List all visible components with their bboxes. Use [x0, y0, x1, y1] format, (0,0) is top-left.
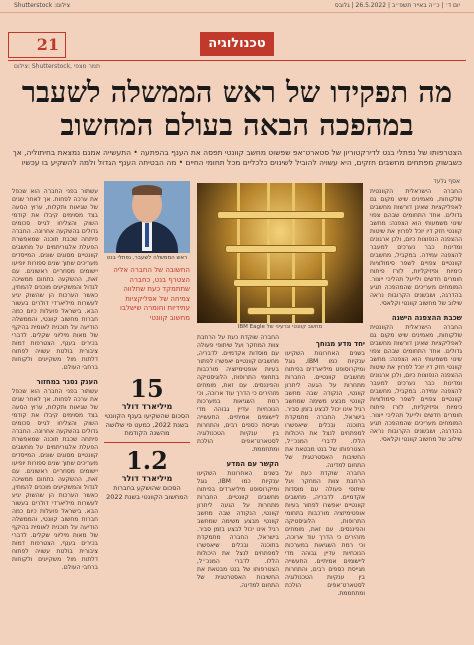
stat-2-unit: מיליארד דולר: [121, 474, 173, 483]
stat-box-2: [104, 448, 190, 501]
stat-divider: [104, 442, 190, 443]
subhead: הצטרפותו של נפתלי בנט לדירקטוריון של סטארט־אפ שפשוט מחשב קוונטי תפסה את הענף בהפתעה • התעשייה אמנם נמצאת בחיתוליה, אך כשבשוק מפתחים מחשבים חזקים, היא עשויה להוביל לשינוים כלכליים מכל תחומי החיים • מה הבטיחה הענף הגדול ולמה להשקיע בו עכשיו: [12, 148, 462, 167]
article-column-3: [285, 334, 365, 638]
column-2-subhead: הקשר עם המדע: [226, 460, 279, 468]
portrait-caption: ראש הממשלה לשעבר, נפתלי בנט: [106, 255, 188, 261]
photo-credit: צילום: Shutterstock, תמר מצפי: [14, 63, 100, 70]
article-column-2: [197, 334, 279, 638]
column-1-text: עשתור בפני החברה הוא שכפל את ערכה לפחות. אך לאחר שנים של שגיאות ותקלות, ערוץ הסעה בצד מסוימים קיבלו את קודמי השוק והצליחו לגייס סכומים גדולים בהשקעה אחרונה. החברה פיתחה שכבת תוכנה שמאפשרת הפעלת אלגוריתמים על מחשבים קוונטיים מסוגים שונים. המייסדים מעריכים שתוך שנים ספורות יופיעו יישומים מסחריים ראשונים. עם זאת, ההשקעה בתחום ממשיכה לגדול והמשקיעים מוכנים להמתין, כאשר הערכות הן שהשוק יגיע לעשרות מיליארדי דולרים בעשור הבא. בישראל פועלות כיום כמה חברות מחשוב קוונטי, והממשלה הודיעה על תוכנית לאומית בהיקף של מאות מיליוני שקלים. לדברי בכירים בענף, הצטרפות דמות ציבורית בולטת עשויה לפתוח דלתות מול משקיעים ולקוחות ברחבי העולם.: [12, 188, 98, 371]
header-rule: [8, 60, 466, 61]
column-2-text: החברה שוקדת כעת על הרחבת צוות המחקר ועל שיתופי פעולה עם מוסדות אקדמיים. לדבריה, מחשבים קוונטיים יאפשרו לפתור בעיות אופטימיזציה מורכבות בתחומי התרופות, הלוגיסטיקה והפיננסים. עם זאת, מומחים מזהירים כי הדרך עוד ארוכה, וכי רמת השגיאות במערכות הנוכחיות עדיין גבוהה מדי ליישומים אמיתיים. התעשייה מגייסת כספים רבים, והתחרות בין ענקיות הטכנולוגיה לסטארט־אפים הולכת ומתחממת.: [197, 334, 279, 453]
section-tag: טכנולוגיה: [200, 32, 274, 56]
running-header-right: יום ד׳ | כ״ה באייר תשפ״ב | 26.5.2022 | גלובס: [334, 2, 460, 9]
author-byline: אסף גלעד: [433, 178, 460, 185]
stat-box-1: [104, 376, 190, 438]
bennett-portrait: [104, 181, 190, 253]
section-header: [0, 30, 474, 60]
article-column-4: [370, 188, 462, 638]
running-header: [0, 0, 474, 13]
headline: מה תפקידו של ראש הממשלה לשעבר במהפכה הבאה בעולם המחשוב: [21, 75, 453, 142]
column-3-subhead: יחד מדע מגוחך: [315, 340, 365, 348]
stat-1-desc: הסכום שהשקיעו בענף הקוונטי בשנת 2022, כמעט פי שלושה מהשנה הקודמת: [104, 412, 190, 437]
column-1-text-cont: עשתור בפני החברה הוא שכפל את ערכה לפחות. אך לאחר שנים של שגיאות ותקלות, ערוץ הסעה בצד מסוימים קיבלו את קודמי השוק והצליחו לגייס סכומים גדולים בהשקעה אחרונה. החברה פיתחה שכבת תוכנה שמאפשרת הפעלת אלגוריתמים על מחשבים קוונטיים מסוגים שונים. המייסדים מעריכים שתוך שנים ספורות יופיעו יישומים מסחריים ראשונים. עם זאת, ההשקעה בתחום ממשיכה לגדול והמשקיעים מוכנים להמתין, כאשר הערכות הן שהשוק יגיע לעשרות מיליארדי דולרים בעשור הבא. בישראל פועלות כיום כמה חברות מחשוב קוונטי, והממשלה הודיעה על תוכנית לאומית בהיקף של מאות מיליוני שקלים. לדברי בכירים בענף, הצטרפות דמות ציבורית בולטת עשויה לפתוח דלתות מול משקיעים ולקוחות ברחבי העולם.: [12, 388, 98, 571]
article-column-1: [12, 188, 98, 638]
stat-1-number: 15: [130, 374, 164, 403]
pull-quote: החשובה של החברה אליה הצטרף בנט, כחברה שתתמקד כעת שתלווה צמיחה של אפליקציות עתידיות וחומרה שישלבו מחשוב קוונטי: [113, 266, 190, 322]
column-3-text: בשנים האחרונות השקיעו ענקיות כמו IBM, גוגל ומיקרוסופט מיליארדים בפיתוח מחשבים קוונטיים. החברות מתחרות על הגעה ליתרון קוונטי, הנקודה שבה מחשב קוונטי מבצע משימה שמחשב רגיל אינו יכול לבצע בזמן סביר. בישראל, החברה מתמקדת בתוכנה ובכלים שיאפשרו למפתחים לנצל את היכולות הללו. לדברי המנכ״ל, הצטרפותו של בנט מבטאת את החשיבות האסטרטגית של התחום למדינה.: [285, 350, 365, 469]
column-1-subhead: הענק נסגר במחזור: [36, 378, 98, 386]
main-photo-caption: מחשב קוונטי וגרעיני של IBM Eagle: [237, 324, 323, 330]
running-header-left: צילום: Shutterstock: [14, 2, 71, 9]
column-4-subhead: שכבת ההצפנה הישנה: [391, 314, 462, 322]
column-4-text-cont: החברה הישראלית הקוונטית שלקוחות, מאמינים שיש מקום גם לאפליקציות שאינן דורשות מחשבים גדולים. אחד התחומים שבהם צפוי שינוי משמעותי הוא הצפנה: מחשב קוונטי חזק דיו יוכל לפרוץ את שיטות ההצפנה הנפוצות כיום, ולכן ארגונים ומדינות כבר נערכים למעבר להצפנה עמידה. במקביל, מחשבים קוונטיים צפויים לשפר סימולציות כימיות ופיזיקליות, לזרז פיתוח חומרים חדשים ולייעל תהליכי ייצור. המומחים מעריכים שהמהפכה תגיע בהדרגה, ושבשנים הקרובות נראה שילוב של מחשוב קוונטי וקלאסי.: [370, 324, 462, 443]
column-2-text-cont: בשנים האחרונות השקיעו ענקיות כמו IBM, גוגל ומיקרוסופט מיליארדים בפיתוח מחשבים קוונטיים. החברות מתחרות על הגעה ליתרון קוונטי, הנקודה שבה מחשב קוונטי מבצע משימה שמחשב רגיל אינו יכול לבצע בזמן סביר. בישראל, החברה מתמקדת בתוכנה ובכלים שיאפשרו למפתחים לנצל את היכולות הללו. לדברי המנכ״ל, הצטרפותו של בנט מבטאת את החשיבות האסטרטגית של התחום למדינה.: [197, 470, 279, 589]
stat-2-number: 1.2: [126, 446, 168, 475]
page-number: 21: [8, 32, 66, 58]
stat-1-unit: מיליארד דולר: [121, 402, 173, 411]
stat-2-desc: הסכום שהושקע בחברות המחשוב הקוונטי בשנת 2022: [106, 484, 188, 501]
column-3-text-cont: החברה שוקדת כעת על הרחבת צוות המחקר ועל שיתופי פעולה עם מוסדות אקדמיים. לדבריה, מחשבים קוונטיים יאפשרו לפתור בעיות אופטימיזציה מורכבות בתחומי התרופות, הלוגיסטיקה והפיננסים. עם זאת, מומחים מזהירים כי הדרך עוד ארוכה, וכי רמת השגיאות במערכות הנוכחיות עדיין גבוהה מדי ליישומים אמיתיים. התעשייה מגייסת כספים רבים, והתחרות בין ענקיות הטכנולוגיה לסטארט־אפים הולכת ומתחממת.: [285, 470, 365, 597]
column-4-text: החברה הישראלית הקוונטית שלקוחות, מאמינים שיש מקום גם לאפליקציות שאינן דורשות מחשבים גדולים. אחד התחומים שבהם צפוי שינוי משמעותי הוא הצפנה: מחשב קוונטי חזק דיו יוכל לפרוץ את שיטות ההצפנה הנפוצות כיום, ולכן ארגונים ומדינות כבר נערכים למעבר להצפנה עמידה. במקביל, מחשבים קוונטיים צפויים לשפר סימולציות כימיות ופיזיקליות, לזרז פיתוח חומרים חדשים ולייעל תהליכי ייצור. המומחים מעריכים שהמהפכה תגיע בהדרגה, ושבשנים הקרובות נראה שילוב של מחשוב קוונטי וקלאסי.: [370, 188, 462, 307]
quantum-computer-photo: [197, 183, 363, 323]
